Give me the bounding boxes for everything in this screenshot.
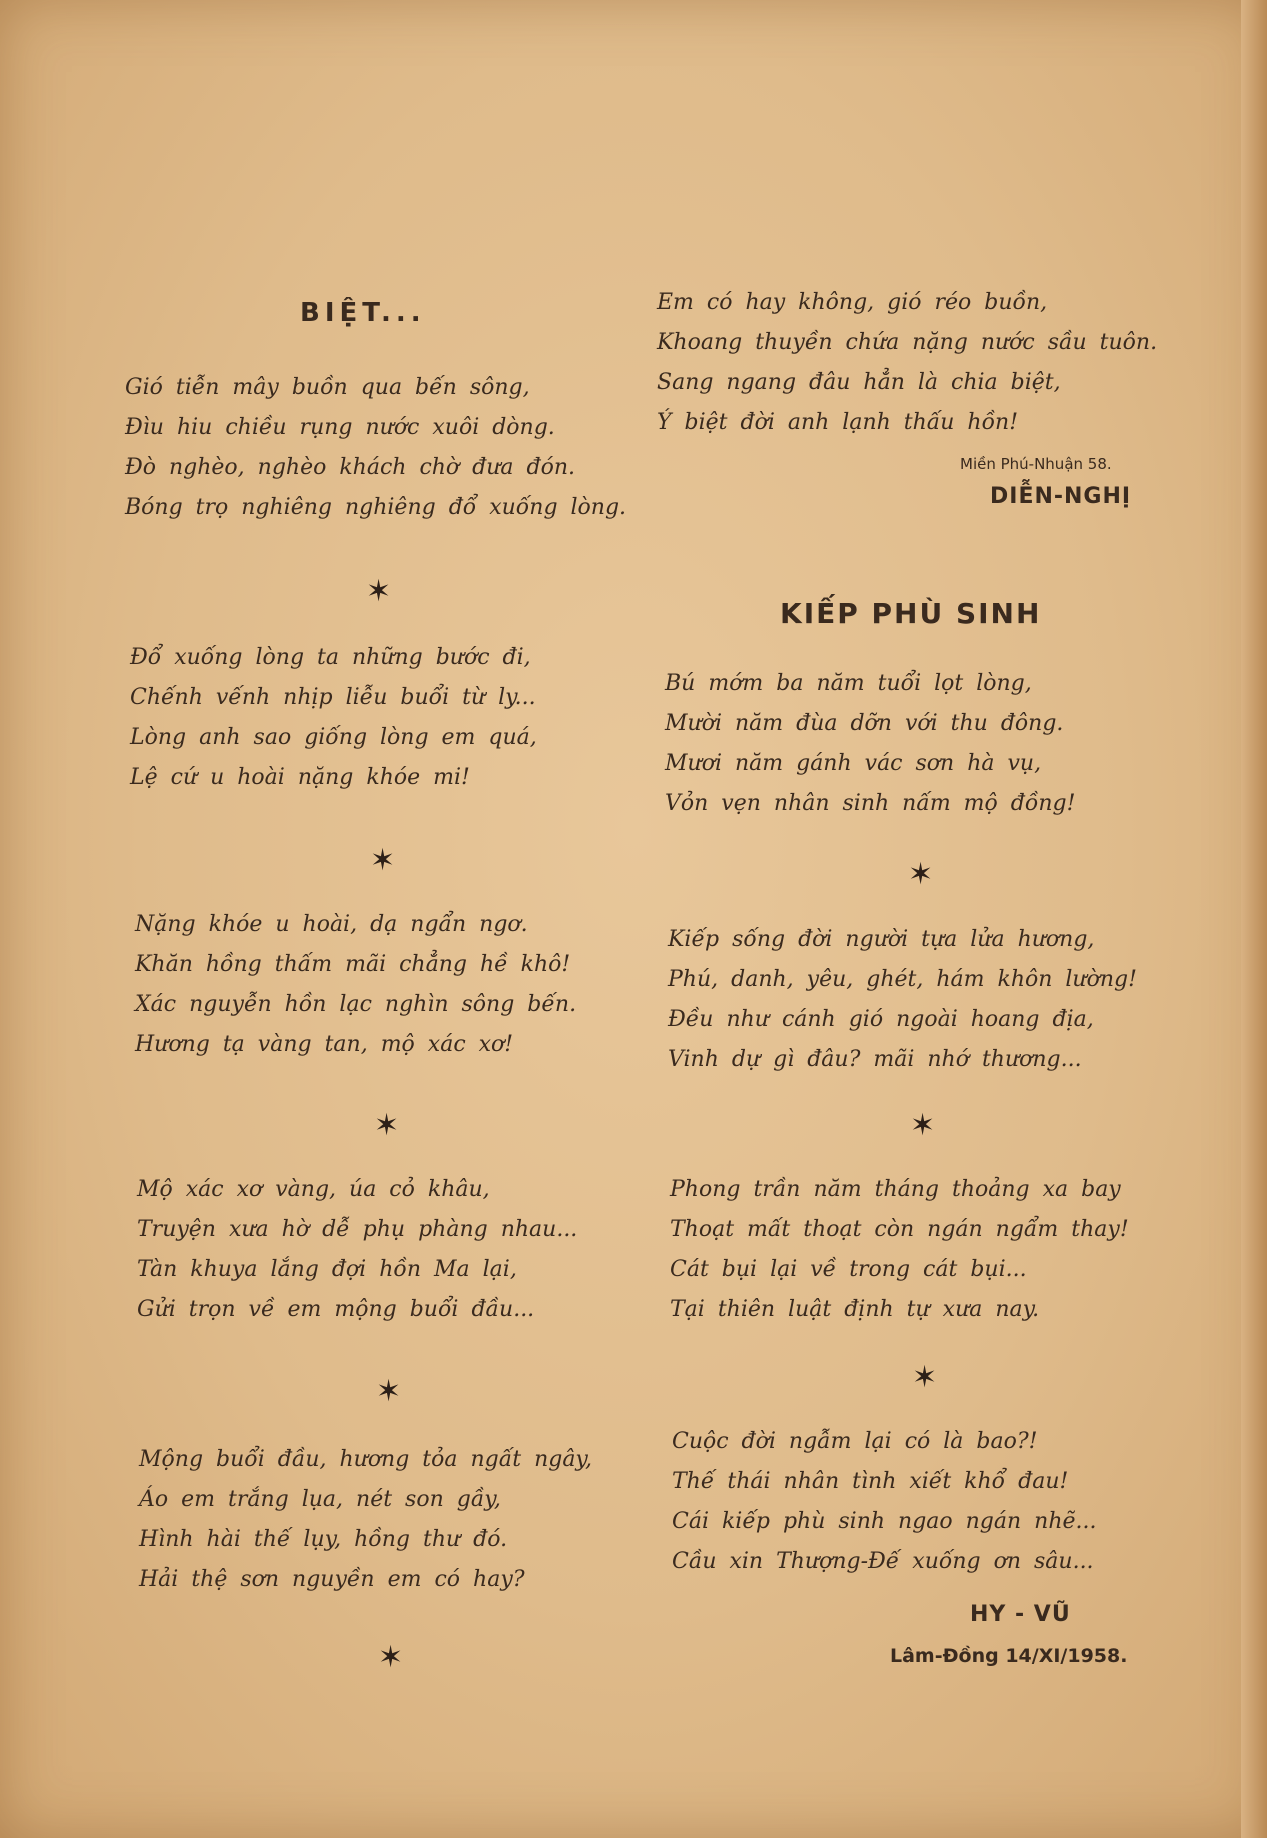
verse-line: Khoang thuyền chứa nặng nước sầu tuôn. — [657, 330, 1158, 355]
star-ornament: ✶ — [370, 843, 396, 878]
verse-line: Đò nghèo, nghèo khách chờ đưa đón. — [125, 455, 576, 480]
verse-line: Đều như cánh gió ngoài hoang địa, — [668, 1007, 1094, 1032]
poem-title-kiep-phu-sinh: KIẾP PHÙ SINH — [780, 597, 1042, 630]
verse-line: Chếnh vếnh nhịp liễu buổi từ ly... — [130, 685, 536, 710]
verse-line: Tàn khuya lắng đợi hồn Ma lại, — [137, 1257, 517, 1282]
verse-line: Khăn hồng thấm mãi chẳng hề khô! — [135, 952, 571, 977]
verse-line: Gửi trọn về em mộng buổi đầu... — [137, 1297, 535, 1322]
verse-line: Vinh dự gì đâu? mãi nhớ thương... — [668, 1047, 1082, 1072]
stanza — [125, 368, 626, 528]
verse-line: Tại thiên luật định tự xưa nay. — [670, 1297, 1040, 1322]
verse-line: Nặng khóe u hoài, dạ ngẩn ngơ. — [135, 912, 528, 937]
verse-line: Hải thệ sơn nguyền em có hay? — [139, 1567, 525, 1592]
verse-line: Hình hài thế lụy, hồng thư đó. — [139, 1527, 508, 1552]
star-ornament: ✶ — [366, 574, 392, 609]
verse-line: Kiếp sống đời người tựa lửa hương, — [668, 927, 1095, 952]
verse-line: Cuộc đời ngẫm lại có là bao?! — [672, 1429, 1038, 1454]
poem-place: Miền Phú-Nhuận 58. — [960, 455, 1112, 473]
verse-line: Mộ xác xơ vàng, úa cỏ khâu, — [137, 1177, 490, 1202]
page-edge — [1241, 0, 1267, 1838]
poem-title-biet: BIỆT... — [300, 298, 426, 328]
verse-line: Truyện xưa hờ dễ phụ phàng nhau... — [137, 1217, 578, 1242]
verse-line: Sang ngang đâu hẳn là chia biệt, — [657, 370, 1061, 395]
verse-line: Thoạt mất thoạt còn ngán ngẩm thay! — [670, 1217, 1129, 1242]
verse-line: Xác nguyễn hồn lạc nghìn sông bến. — [135, 992, 577, 1017]
verse-line: Áo em trắng lụa, nét son gầy, — [139, 1487, 501, 1512]
star-ornament: ✶ — [374, 1108, 400, 1143]
verse-line: Lệ cứ u hoài nặng khóe mi! — [130, 765, 470, 790]
verse-line: Cát bụi lại về trong cát bụi... — [670, 1257, 1027, 1282]
verse-line: Vỏn vẹn nhân sinh nấm mộ đồng! — [665, 791, 1076, 816]
stanza — [665, 664, 1075, 824]
verse-line: Mộng buổi đầu, hương tỏa ngất ngây, — [139, 1447, 592, 1472]
verse-line: Gió tiễn mây buồn qua bến sông, — [125, 375, 530, 400]
stanza — [130, 638, 537, 798]
verse-line: Bóng trọ nghiêng nghiêng đổ xuống lòng. — [125, 495, 627, 520]
poem-place-date: Lâm-Đồng 14/XI/1958. — [890, 1645, 1128, 1667]
verse-line: Mười năm đùa dỡn với thu đông. — [665, 711, 1064, 736]
verse-line: Thế thái nhân tình xiết khổ đau! — [672, 1469, 1069, 1494]
star-ornament: ✶ — [910, 1108, 936, 1143]
verse-line: Cái kiếp phù sinh ngao ngán nhẽ... — [672, 1509, 1097, 1534]
verse-line: Em có hay không, gió réo buồn, — [657, 290, 1048, 315]
verse-line: Phú, danh, yêu, ghét, hám khôn lường! — [668, 967, 1137, 992]
verse-line: Lòng anh sao giống lòng em quá, — [130, 725, 537, 750]
verse-line: Phong trần năm tháng thoảng xa bay — [670, 1177, 1121, 1202]
verse-line: Mươi năm gánh vác sơn hà vụ, — [665, 751, 1042, 776]
star-ornament: ✶ — [376, 1374, 402, 1409]
author-signature: HY - VŨ — [970, 1602, 1071, 1627]
verse-line: Ý biệt đời anh lạnh thấu hồn! — [657, 410, 1019, 435]
verse-line: Đìu hiu chiều rụng nước xuôi dòng. — [125, 415, 555, 440]
verse-line: Đổ xuống lòng ta những bước đi, — [130, 645, 531, 670]
star-ornament: ✶ — [908, 857, 934, 892]
star-ornament: ✶ — [912, 1360, 938, 1395]
author-signature: DIỄN-NGHỊ — [990, 484, 1132, 509]
stanza — [672, 1422, 1097, 1582]
stanza — [137, 1170, 577, 1330]
stanza — [657, 283, 1157, 443]
verse-line: Cầu xin Thượng-Đế xuống ơn sâu... — [672, 1549, 1094, 1574]
star-ornament: ✶ — [378, 1640, 404, 1675]
verse-line: Bú mớm ba năm tuổi lọt lòng, — [665, 671, 1032, 696]
stanza — [668, 920, 1137, 1080]
stanza — [135, 905, 576, 1065]
verse-line: Hương tạ vàng tan, mộ xác xơ! — [135, 1032, 514, 1057]
stanza — [139, 1440, 592, 1600]
stanza — [670, 1170, 1129, 1330]
